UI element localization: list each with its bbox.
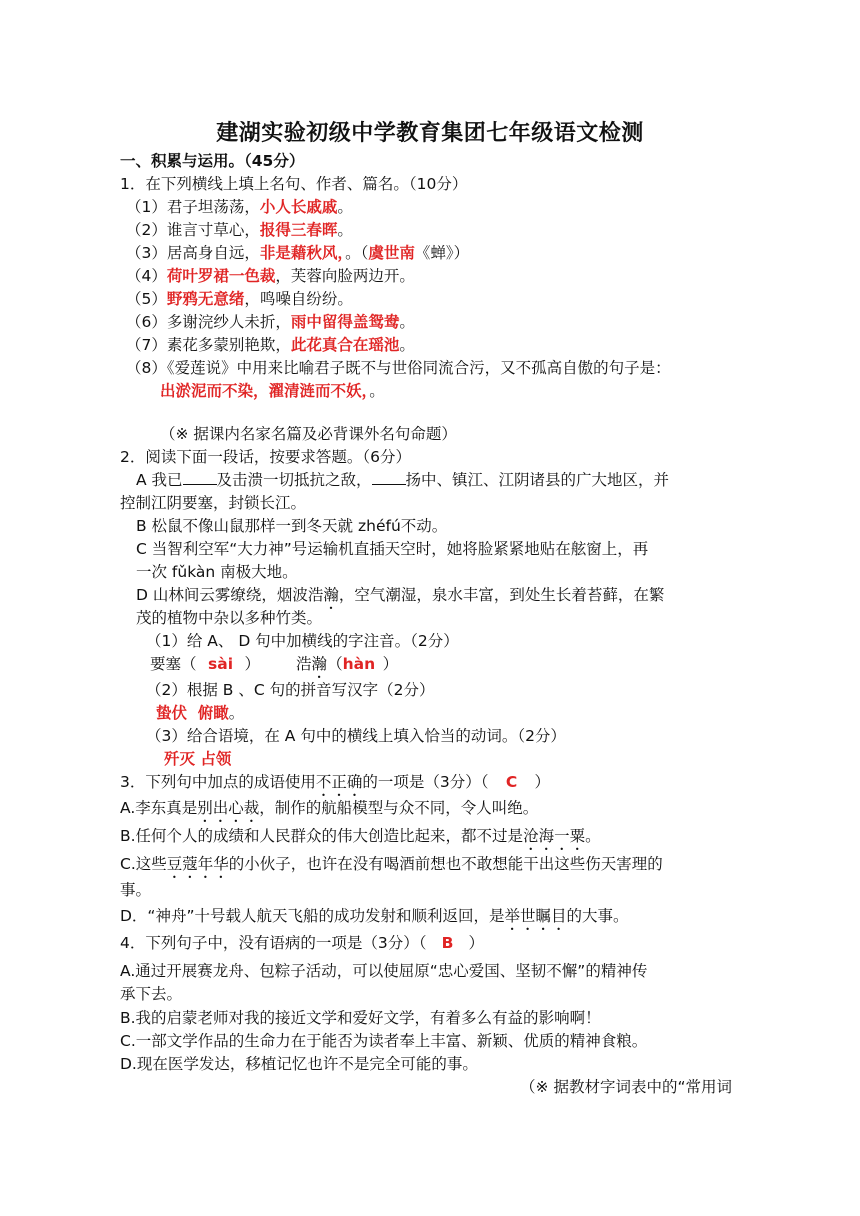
item-text: 。 — [337, 221, 353, 239]
option-text: A.李东真是 — [120, 799, 198, 817]
q2-sub-3-answer: 歼灭 占领 — [164, 750, 232, 768]
answer: 小人长戚戚 — [259, 198, 338, 216]
answer: 蛰伏 俯瞰 — [156, 704, 229, 722]
q1-item-4 — [126, 266, 415, 286]
sentence-text: 扬中、镇江、江阴诸县的广大地区，并 — [405, 471, 670, 489]
stem-text: 4．下列句子中，没有语病的一项是（3分）（ — [120, 934, 427, 952]
q2-stem: 2．阅读下面一段话，按要求答题。（6分） — [120, 448, 411, 466]
item-text: 。 — [399, 336, 415, 354]
fill-blank — [372, 470, 406, 485]
q3-option-b — [120, 826, 601, 854]
q4-option-c: C.一部文学作品的生命力在于能否为读者奉上丰富、新颖、优质的精神食粮。 — [120, 1032, 648, 1050]
q1-item-6 — [126, 312, 415, 332]
q2-sub-2-answer — [156, 703, 244, 723]
item-text: 《蝉》） — [414, 244, 470, 262]
stem-text: ） — [468, 934, 484, 952]
word: 浩 — [296, 655, 312, 673]
q2-sentence-c: C 当智利空军“大力神”号运输机直插天空时，她将脸紧紧地贴在舷窗上，再 — [136, 540, 649, 558]
idiom: 别出心裁 — [197, 799, 260, 817]
q2-sub-1-answers — [150, 654, 398, 682]
answer: 荷叶罗裙一色裁 — [166, 267, 276, 285]
q2-sentence-c-cont: 一次 fǔkàn 南极大地。 — [136, 563, 298, 581]
item-text: 。 — [369, 382, 385, 400]
item-text: （7）素花多蒙别艳欺， — [126, 336, 291, 354]
bracket: ） — [244, 655, 261, 673]
answer: 此花真合在瑶池 — [290, 336, 400, 354]
answer: 野鸦无意绪 — [166, 290, 245, 308]
option-text: B.任何个人的成绩和人民群众的伟大创造比起来，都不过是 — [120, 827, 524, 845]
answer: 出淤泥而不染，濯清涟而不妖， — [160, 382, 370, 400]
q3-option-d — [120, 906, 629, 934]
idiom: 举世瞩目 — [504, 907, 567, 925]
q1-item-3 — [126, 243, 469, 263]
section-heading: 一、积累与运用。（45分） — [120, 152, 305, 170]
q3-stem — [120, 772, 550, 800]
q4-option-a: A.通过开展赛龙舟、包粽子活动，可以使屈原“忠心爱国、坚韧不懈”的精神传 — [120, 962, 648, 980]
sentence-text: ，空气潮湿，泉水丰富，到处生长着苔藓，在繁 — [338, 586, 665, 604]
answer: C — [505, 773, 518, 791]
q1-item-1 — [126, 197, 353, 217]
option-text: 的小伙子，也许在没有喝酒前想也不敢想能干出这些伤天害理的 — [228, 855, 663, 873]
document-title: 建湖实验初级中学教育集团七年级语文检测 — [216, 121, 644, 146]
q2-sub-3: （3）给合语境，在 A 句中的横线上填入恰当的动词。（2分） — [146, 727, 566, 745]
q1-item-5 — [126, 289, 353, 309]
item-text: （1）君子坦荡荡， — [126, 198, 260, 216]
word: 要塞（ — [150, 655, 197, 673]
item-text: 。（ — [345, 244, 369, 262]
emphasized-char: 瀚 — [311, 655, 328, 673]
option-text: 。 — [585, 827, 601, 845]
q1-item-8: （8）《爱莲说》中用来比喻君子既不与世俗同流合污，又不孤高自傲的句子是： — [126, 359, 671, 377]
item-text: （4） — [126, 267, 167, 285]
q3-option-a — [120, 798, 538, 826]
item-text: （2）谁言寸草心， — [126, 221, 260, 239]
answer: hàn — [342, 655, 376, 673]
option-text: D．“神舟”十号载人航天飞船的成功发射和顺利返回，是 — [120, 907, 505, 925]
idiom: 沧海一粟 — [523, 827, 586, 845]
q4-stem — [120, 933, 484, 953]
sentence-text: D 山林间云雾缭绕，烟波浩 — [136, 586, 324, 604]
q1-item-7 — [126, 335, 415, 355]
stem-text: 3．下列句中加点的成语使用 — [120, 773, 316, 791]
option-text: C.这些 — [120, 855, 167, 873]
emphasized-char: 瀚 — [323, 586, 339, 604]
q4-option-b: B.我的启蒙老师对我的接近文学和爱好文学，有着多么有益的影响啊！ — [120, 1009, 601, 1027]
q2-sentence-a — [136, 470, 669, 490]
item-text: 。 — [337, 198, 353, 216]
punctuation: 。 — [228, 704, 245, 722]
emphasized-text: 不正确 — [315, 773, 363, 791]
sentence-text: 及击溃一切抵抗之敌， — [216, 471, 372, 489]
option-text: 的大事。 — [566, 907, 629, 925]
answer: 雨中留得盖鸳鸯 — [290, 313, 400, 331]
q4-option-d: D.现在医学发达，移植记忆也许不是完全可能的事。 — [120, 1055, 478, 1073]
item-text: （3）居高身自远， — [126, 244, 260, 262]
answer: sài — [208, 655, 234, 673]
option-text: ，制作的航船模型与众不同，令人叫绝。 — [259, 799, 539, 817]
q1-item-2 — [126, 220, 353, 240]
q4-note: （※ 据教材字词表中的“常用词 — [520, 1078, 732, 1096]
q3-option-c — [120, 854, 663, 882]
q2-sentence-d-cont: 茂的植物中杂以多种竹类。 — [136, 609, 323, 627]
item-text: ，鸣噪自纷纷。 — [244, 290, 353, 308]
stem-text: ） — [534, 773, 551, 791]
q2-sentence-b: B 松鼠不像山鼠那样一到冬天就 zhéfú不动。 — [136, 517, 448, 535]
q1-item-8-answer-line — [160, 381, 385, 401]
stem-text: 的一项是（3分）（ — [362, 773, 489, 791]
bracket: （ — [327, 655, 343, 673]
item-text: ，芙蓉向脸两边开。 — [275, 267, 415, 285]
q1-note: （※ 据课内名家名篇及必背课外名句命题） — [160, 425, 457, 443]
q4-option-a-cont: 承下去。 — [120, 985, 183, 1003]
item-text: （6）多谢浣纱人未折， — [126, 313, 291, 331]
sentence-text: A 我已 — [136, 471, 183, 489]
item-text: （5） — [126, 290, 167, 308]
answer: B — [441, 934, 454, 952]
answer: 报得三春晖 — [259, 221, 338, 239]
q1-stem: 1．在下列横线上填上名句、作者、篇名。（10分） — [120, 175, 468, 193]
item-text: 。 — [399, 313, 415, 331]
idiom: 豆蔻年华 — [166, 855, 229, 873]
answer-author: 虞世南 — [368, 244, 415, 262]
q2-sentence-a-cont: 控制江阴要塞，封锁长江。 — [120, 494, 307, 512]
answer: 非是藉秋风， — [259, 244, 346, 262]
q3-option-c-cont: 事。 — [120, 881, 152, 899]
bracket: ） — [382, 655, 399, 673]
fill-blank — [183, 470, 217, 485]
q2-sub-1: （1）给 A、 D 句中加横线的字注音。（2分） — [146, 632, 459, 650]
q2-sub-2: （2）根据 B 、C 句的拼音写汉字（2分） — [146, 681, 435, 699]
